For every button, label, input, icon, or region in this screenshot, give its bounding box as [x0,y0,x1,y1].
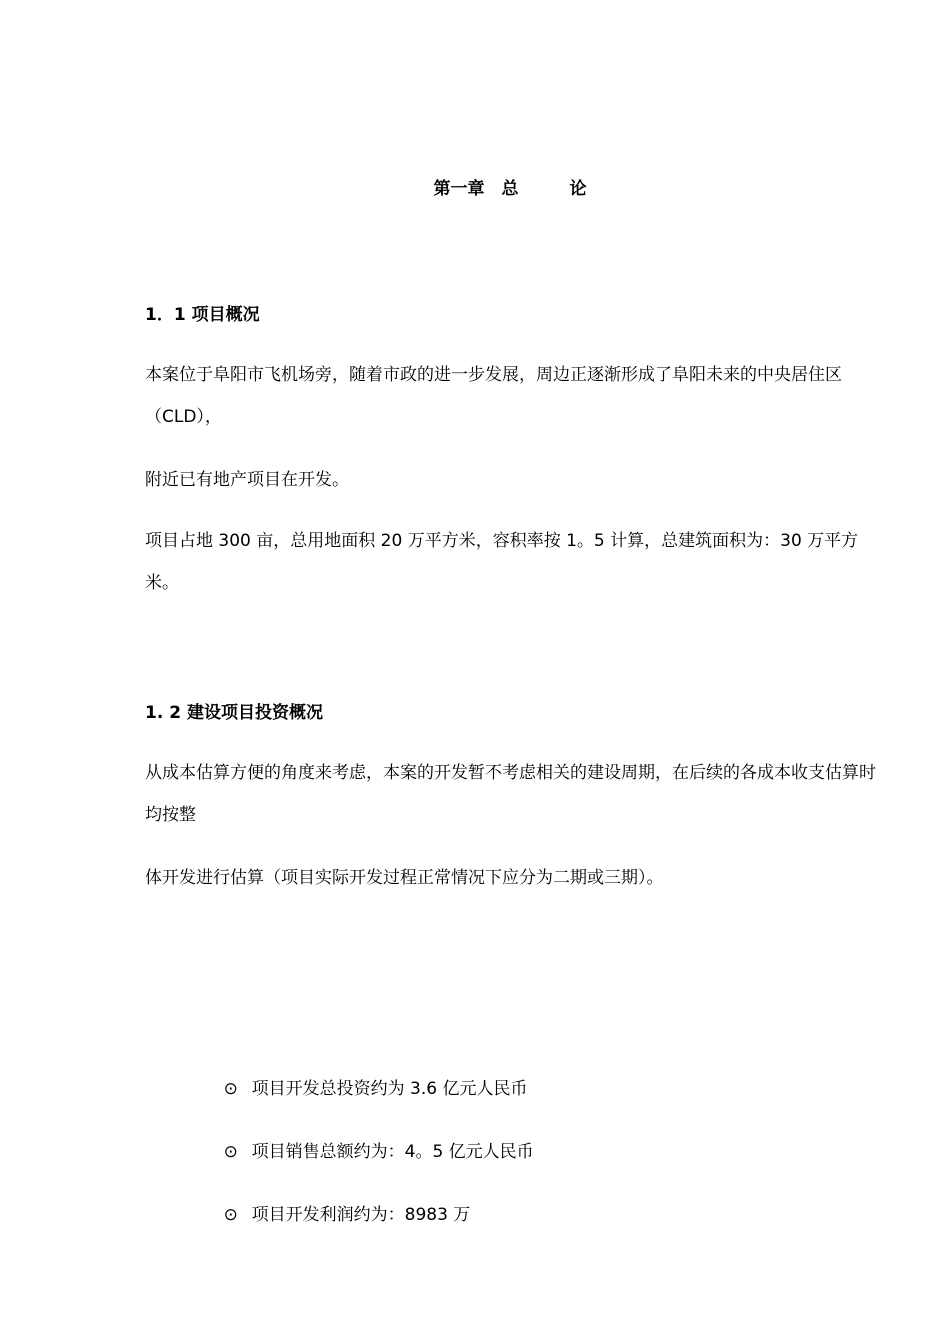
paragraph-phases: 体开发进行估算（项目实际开发过程正常情况下应分为二期或三期）。 [145,868,664,888]
paragraph-location: 本案位于阜阳市飞机场旁，随着市政的进一步发展，周边正逐渐形成了阜阳未来的中央居住区（CLD）， [145,365,842,427]
list-item-text: 项目销售总额约为：4。5 亿元人民币 [251,1142,534,1162]
chapter-title: 第一章 总 论 [433,179,587,199]
list-item-profit [202,1176,470,1254]
paragraph-cost-approach: 从成本估算方便的角度来考虑，本案的开发暂不考虑相关的建设周期，在后续的各成本收支估算时均按整 [145,763,876,825]
list-item-text: 项目开发总投资约为 3.6 亿元人民币 [251,1079,528,1099]
paragraph-nearby: 附近已有地产项目在开发。 [145,470,349,490]
list-item-text: 项目开发利润约为：8983 万 [251,1205,471,1225]
section-heading-investment: 1. 2 建设项目投资概况 [145,703,323,723]
section-heading-overview: 1．1 项目概况 [145,305,260,325]
paragraph-area: 项目占地 300 亩，总用地面积 20 万平方米，容积率按 1。5 计算，总建筑面积为：30 万平方米。 [145,531,859,593]
circled-dot-bullet-icon: ⊙ [223,1079,238,1099]
circled-dot-bullet-icon: ⊙ [223,1142,238,1162]
circled-dot-bullet-icon: ⊙ [223,1205,238,1225]
